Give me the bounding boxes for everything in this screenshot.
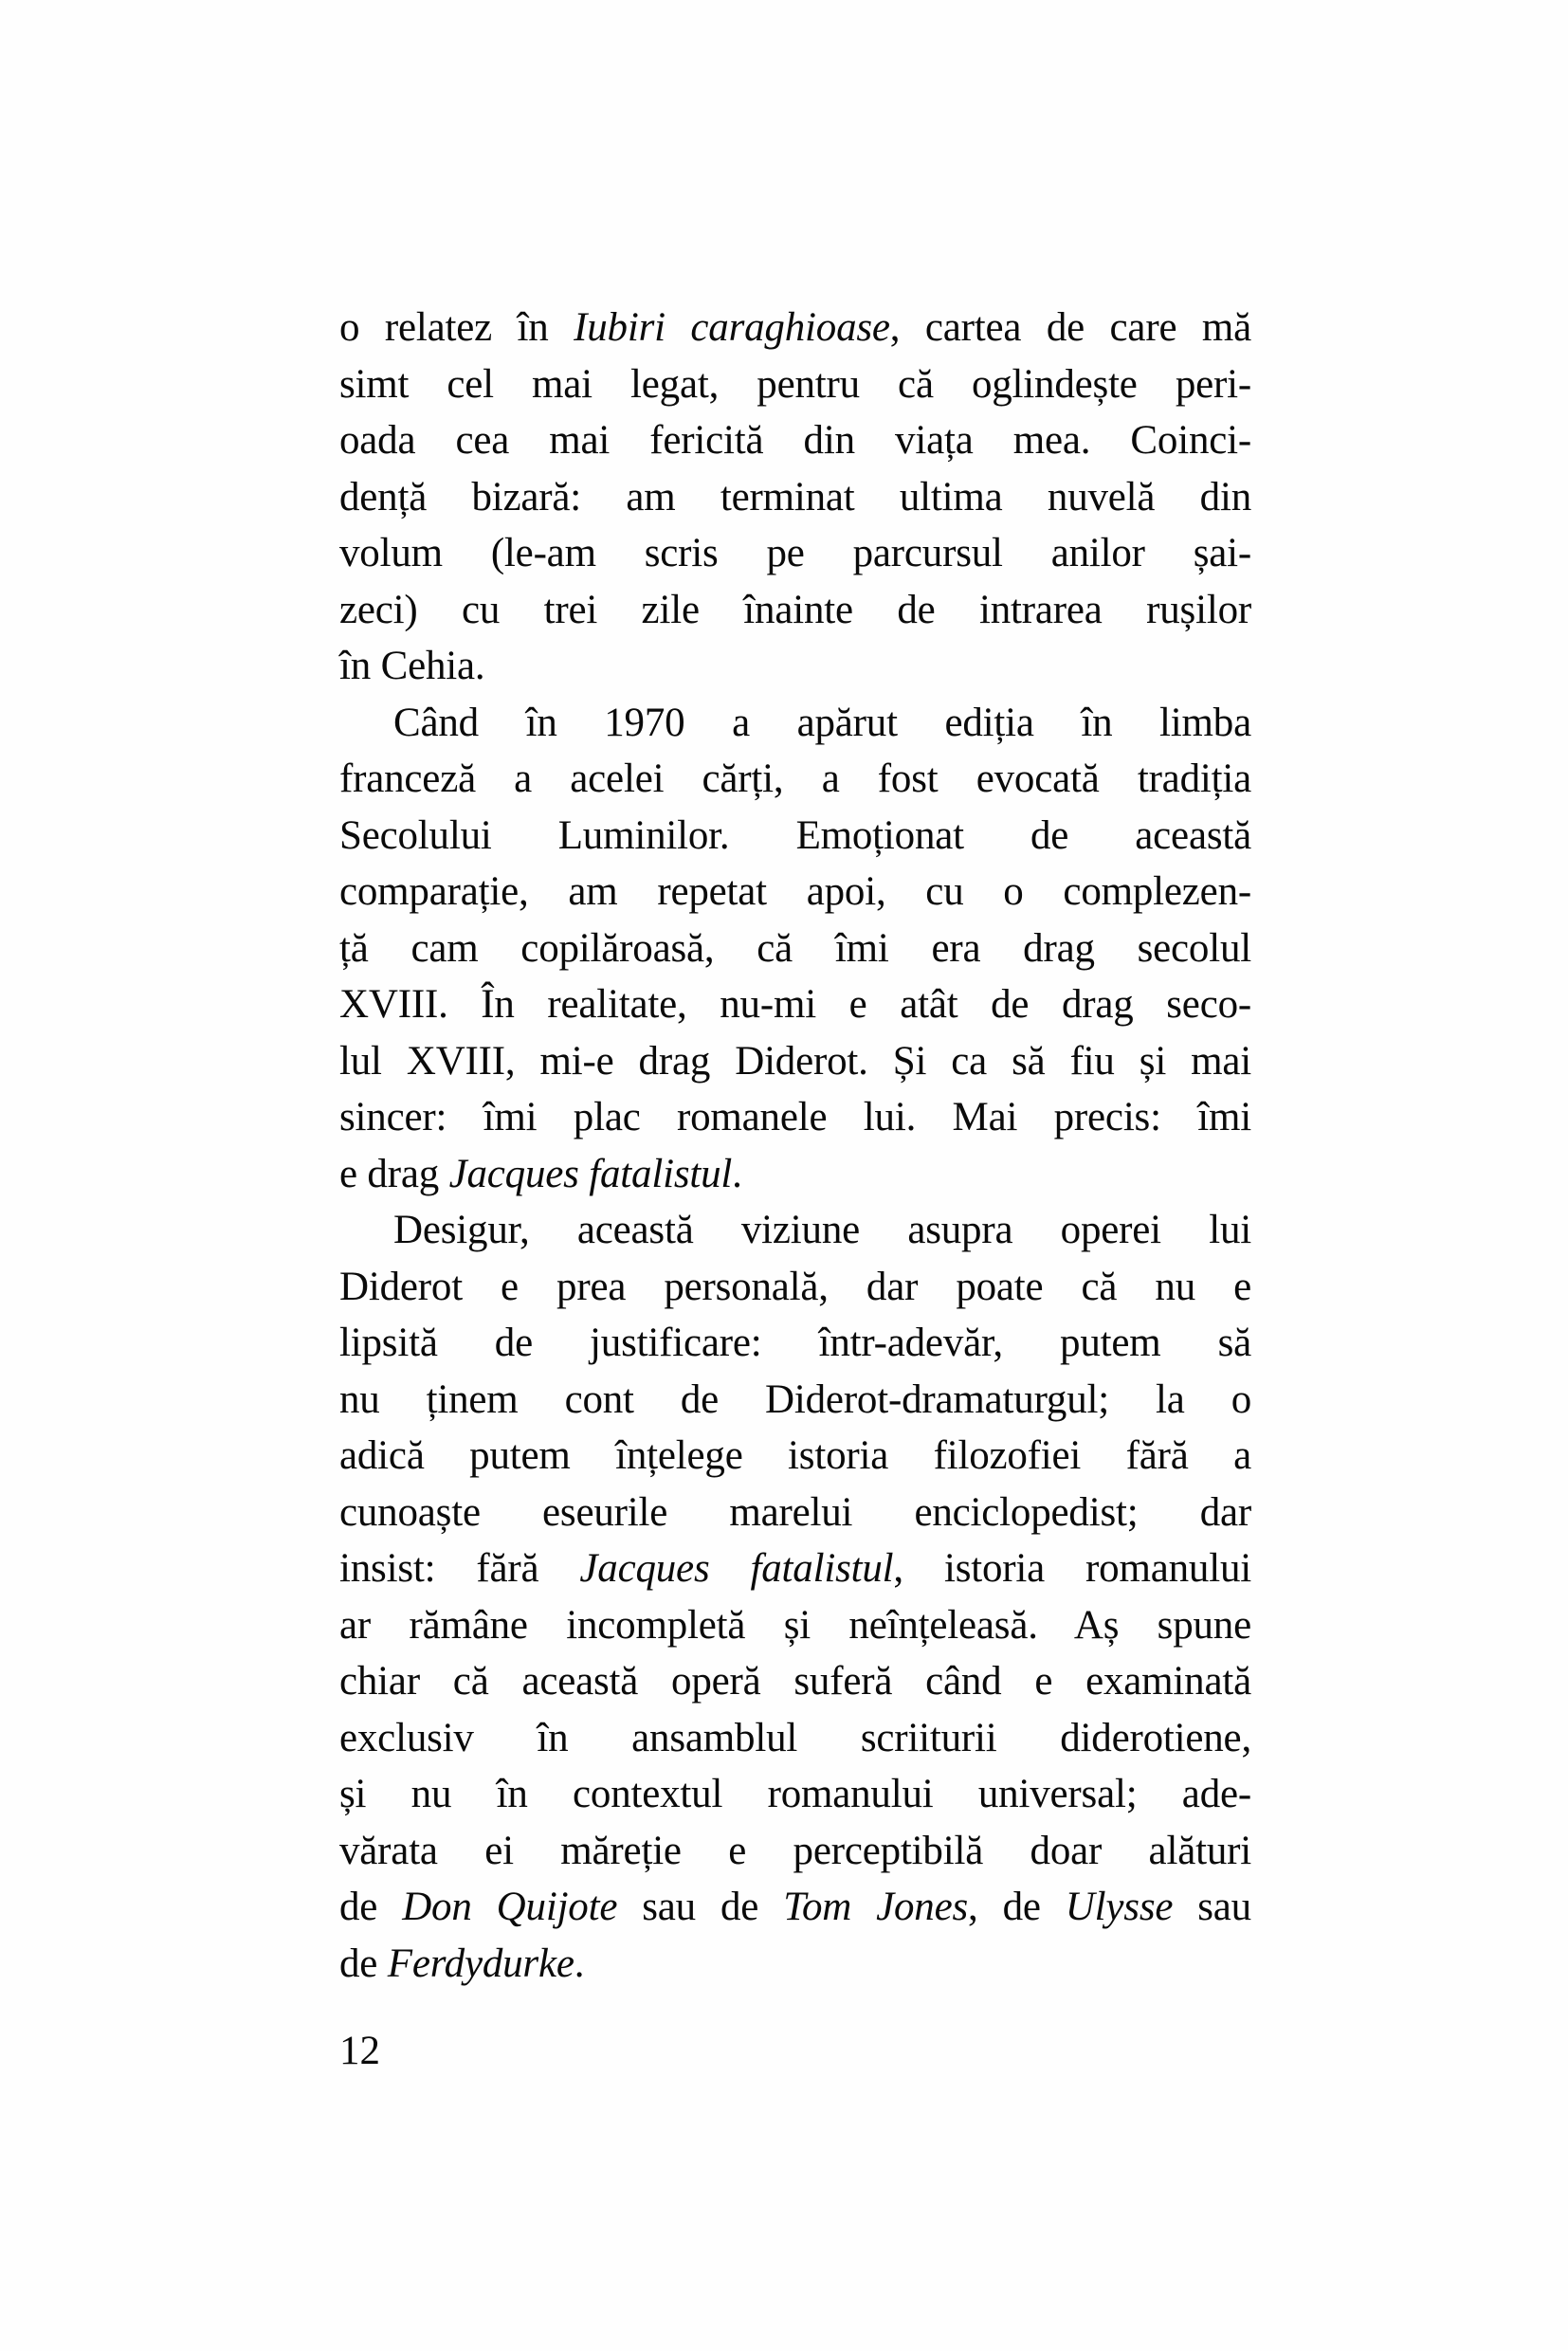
- text-line: dență bizară: am terminat ultima nuvelă din: [339, 474, 1251, 519]
- text-line: sincer: îmi plac romanele lui. Mai precis: îmi: [339, 1095, 1251, 1139]
- text-line: exclusiv în ansamblul scriiturii diderotiene,: [339, 1715, 1251, 1760]
- text-line: Desigur, această viziune asupra operei lui: [393, 1208, 1251, 1252]
- text-line: XVIII. În realitate, nu-mi e atât de drag seco-: [339, 982, 1251, 1027]
- text-line: zeci) cu trei zile înainte de intrarea rușilor: [339, 587, 1251, 632]
- text-line: franceză a acelei cărți, a fost evocată tradiția: [339, 756, 1251, 801]
- book-title-italic: Ferdydurke: [387, 1941, 574, 1986]
- text-block: [339, 300, 1251, 1992]
- book-title-italic: Ulysse: [1065, 1885, 1174, 1929]
- book-title-italic: Don Quijote: [402, 1885, 618, 1929]
- book-title-italic: Jacques fatalistul: [579, 1546, 894, 1591]
- text-line: ță cam copilăroasă, că îmi era drag secolul: [339, 925, 1251, 971]
- text-line: comparație, am repetat apoi, cu o complezen-: [339, 869, 1251, 914]
- text-line: o relatez în Iubiri caraghioase, cartea de care mă: [339, 305, 1251, 350]
- text-line: insist: fără Jacques fatalistul, istoria romanului: [339, 1546, 1251, 1591]
- text-line: e drag Jacques fatalistul.: [339, 1151, 742, 1196]
- text-line: oada cea mai fericită din viața mea. Coinci-: [339, 418, 1251, 463]
- text-line: simt cel mai legat, pentru că oglindește peri-: [339, 361, 1251, 407]
- paragraph: [339, 1202, 1251, 1992]
- text-line: Diderot e prea personală, dar poate că nu e: [339, 1264, 1251, 1309]
- book-title-italic: Iubiri caraghioase: [574, 305, 890, 350]
- text-line: lul XVIII, mi-e drag Diderot. Și ca să fiu și mai: [339, 1038, 1251, 1084]
- text-line: de Ferdydurke.: [339, 1941, 585, 1986]
- text-line: chiar că această operă suferă când e examinată: [339, 1659, 1251, 1704]
- text-line: ar rămâne incompletă și neînțeleasă. Aș spune: [339, 1602, 1251, 1648]
- text-line: volum (le-am scris pe parcursul anilor șai-: [339, 531, 1251, 575]
- text-line: vărata ei măreție e perceptibilă doar alături: [339, 1828, 1251, 1873]
- text-line: și nu în contextul romanului universal; ade-: [339, 1772, 1251, 1816]
- text-line: în Cehia.: [339, 644, 485, 688]
- paragraph: [339, 300, 1251, 695]
- paragraph: [339, 695, 1251, 1203]
- text-line: lipsită de justificare: într-adevăr, putem să: [339, 1321, 1251, 1365]
- text-line: Secolului Luminilor. Emoționat de această: [339, 812, 1251, 858]
- text-line: de Don Quijote sau de Tom Jones, de Ulysse sau: [339, 1885, 1251, 1929]
- text-line: nu ținem cont de Diderot-dramaturgul; la o: [339, 1376, 1251, 1422]
- book-title-italic: Jacques fatalistul: [448, 1151, 733, 1196]
- book-title-italic: Tom Jones: [783, 1885, 969, 1929]
- text-line: adică putem înțelege istoria filozofiei fără a: [339, 1433, 1251, 1478]
- text-line: Când în 1970 a apărut ediția în limba: [393, 700, 1251, 745]
- page-number: 12: [339, 2029, 380, 2073]
- text-line: cunoaște eseurile marelui enciclopedist; dar: [339, 1489, 1251, 1535]
